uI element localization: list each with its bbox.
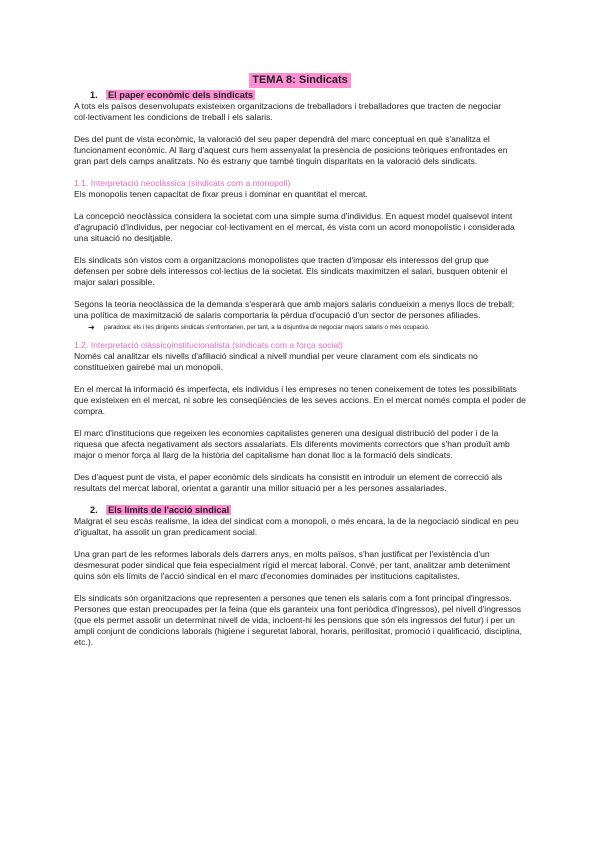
section-2-heading bbox=[74, 505, 526, 516]
section-2-number: 2. bbox=[90, 505, 98, 515]
paragraph: Malgrat el seu escàs realisme, la idea del sindicat com a monopoli, o més encara, la de la negociació sindical en peu d'igualtat, ha assolit un gran predicament social. bbox=[74, 516, 519, 537]
paragraph: Els sindicats són vistos com a organitzacions monopolistes que tracten d'imposar els interessos del grup que defensen per sobre dels interessos col·lectius de la societat. Els sindicats maximitzen el salari, busquen obtenir el major salari possible. bbox=[74, 255, 508, 287]
page-title: TEMA 8: Sindicats bbox=[249, 73, 351, 88]
section-1-1-heading: 1.1. Interpretació neoclàssica (sindicats com a monopoli) bbox=[74, 178, 291, 188]
paragraph: El marc d'institucions que regeixen les economies capitalistes generen una desigual distribució del poder i de la riquesa que afecta negativament als sectors assalariats. Els diferents moviments correctors que s'han produït amb major o menor força al llarg de la història del capitalisme han donat lloc a la formació dels sindicats. bbox=[74, 428, 510, 460]
section-1-heading bbox=[74, 90, 526, 101]
note-text: paradoxa: els i les dirigents sindicals s'enfrontarien, per tant, a la disjuntiva de negociar majors salaris o més ocupació. bbox=[104, 324, 430, 331]
section-1-2-heading: 1.2. Interpretació clàssicoinstitucionalista (sindicats com a força social) bbox=[74, 340, 343, 350]
paragraph: Els monopolis tenen capacitat de fixar preus i dominar en quantitat el mercat. bbox=[74, 189, 368, 199]
note-item bbox=[74, 323, 526, 332]
section-1-number: 1. bbox=[90, 90, 98, 100]
paragraph: A tots els països desenvolupats existeixen organitzacions de treballadors i treballadores que tracten de negociar col·lectivament les condicions de treball i els salaris. bbox=[74, 101, 502, 122]
paragraph: Segons la teoria neoclàssica de la demanda s'esperarà que amb majors salaris condueixin a menys llocs de treball; una política de maximització de salaris comportaria la pèrdua d'ocupació d'un sector de persones afiliades. bbox=[74, 299, 515, 320]
arrow-right-icon: ➜ bbox=[88, 323, 95, 332]
paragraph: Des del punt de vista econòmic, la valoració del seu paper dependrà del marc conceptual en què s'analitza el funcionament econòmic. Al llarg d'aquest curs hem assenyalat la presència de posicions teòriques enfrontades en gran part dels camps analitzats. No és estrany que també tinguin disparitats en la valoració dels sindicats. bbox=[74, 134, 508, 166]
paragraph: La concepció neoclàssica considera la societat com una simple suma d'individus. En aquest model qualsevol intent d'agrupació d'individus, per negociar col·lectivament en el mercat, és vista com un acord monopolístic i considerada una situació no desitjable. bbox=[74, 211, 515, 243]
section-2-title: Els límits de l'acció sindical bbox=[108, 505, 230, 515]
section-1-title: El paper econòmic dels sindicats bbox=[108, 90, 254, 100]
paragraph: En el mercat la informació és imperfecta, els individus i les empreses no tenen coneixement de totes les possibilitats que existeixen en el mercat, ni sobre les conseqüències de les seves accions. En el mercat només compta el poder de compra. bbox=[74, 384, 526, 416]
paragraph: Només cal analitzar els nivells d'afiliació sindical a nivell mundial per veure clarament com els sindicats no constitueixen gairebé mai un monopoli. bbox=[74, 351, 478, 372]
paragraph: Des d'aquest punt de vista, el paper econòmic dels sindicats ha consistit en introduir un element de correcció als resultats del mercat laboral, orientat a garantir una millor situació per a les persones assalariades. bbox=[74, 472, 503, 493]
paragraph: Una gran part de les reformes laborals dels darrers anys, en molts països, s'han justificat per l'existència d'un desmesurat poder sindical que feia especialment rígid el mercat laboral. Convé, per tant, analitzar amb deteniment quins són els límits de l'acció sindical en el marc d'economies dominades per institucions capitalistes. bbox=[74, 549, 511, 581]
paragraph: Els sindicats són organitzacions que representen a persones que tenen els salaris com a font principal d'ingressos. Persones que estan preocupades per la feina (que els garanteix una font periòdica d'ingressos), pel nivell d'ingressos (que els permet assolir un determinat nivell de vida, incloent-hi les pensions que són els ingressos del futur) i per un ampli conjunt de condicions laborals (higiene i seguretat laboral, horaris, perillositat, promoció i qualificació, disciplina, etc.). bbox=[74, 593, 523, 647]
